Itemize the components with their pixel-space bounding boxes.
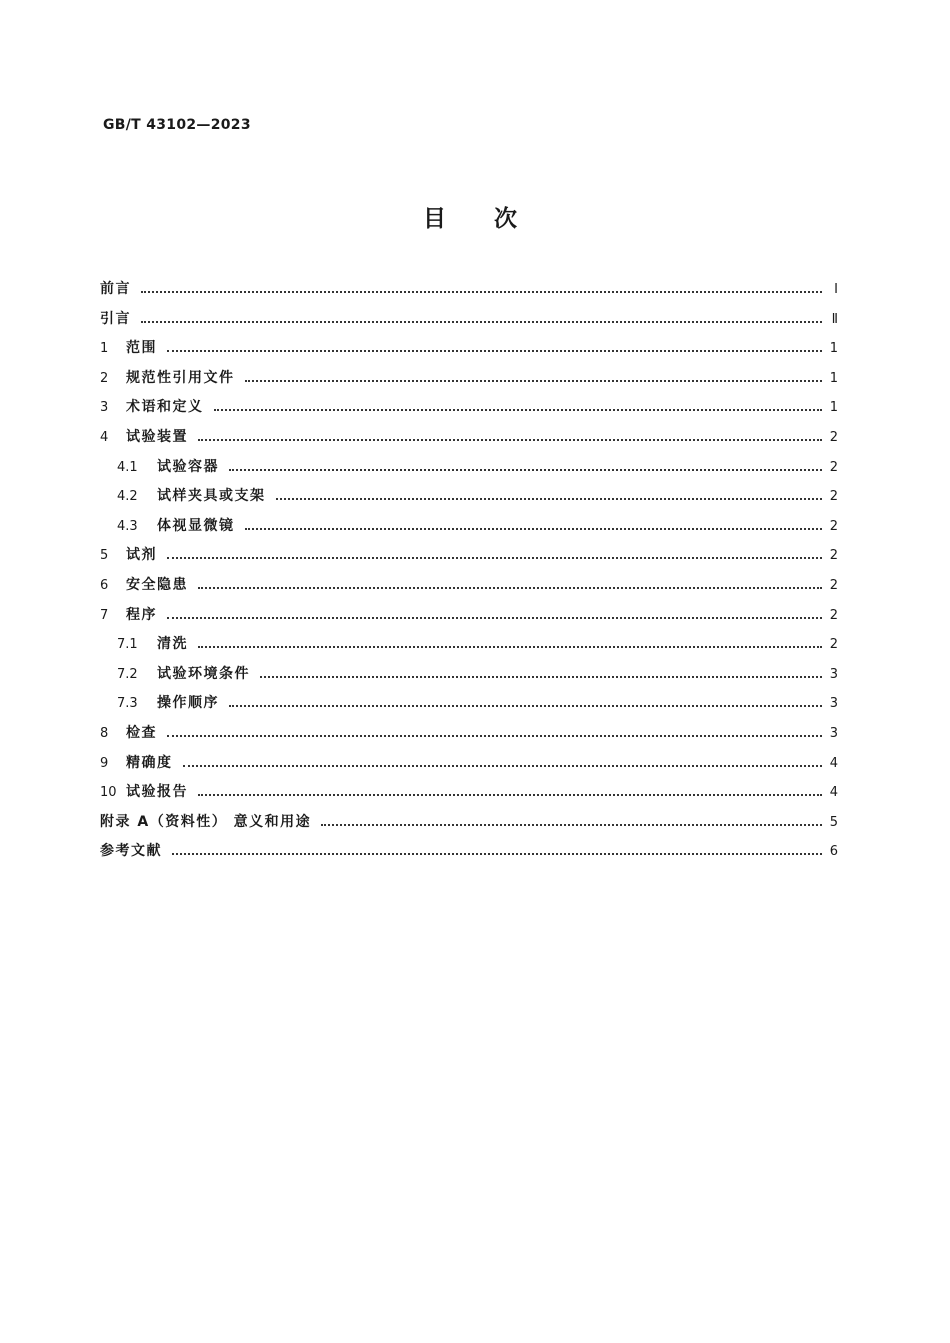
toc-entry-label: 规范性引用文件	[126, 369, 235, 386]
dot-leader	[260, 675, 822, 678]
toc-entry-label: 试样夹具或支架	[157, 488, 266, 505]
toc-entry[interactable]	[100, 337, 838, 367]
toc-entry-label: 精确度	[126, 754, 173, 771]
toc-entry[interactable]	[100, 840, 838, 870]
dot-leader	[167, 734, 822, 737]
toc-entry-page: 2	[829, 607, 838, 623]
toc-entry-page: 2	[829, 518, 838, 534]
toc-entry[interactable]	[100, 663, 838, 693]
toc-entry-number: 1	[100, 341, 109, 357]
toc-entry-label: 引言	[100, 310, 131, 327]
toc-entry[interactable]	[100, 396, 838, 426]
toc-entry-label: 术语和定义	[126, 399, 204, 416]
table-of-contents	[100, 278, 838, 870]
toc-entry-label: 附录 A（资料性） 意义和用途	[100, 813, 312, 830]
toc-entry[interactable]	[100, 426, 838, 456]
dot-leader	[245, 527, 822, 530]
dot-leader	[167, 556, 822, 559]
dot-leader	[276, 497, 822, 500]
toc-entry[interactable]	[100, 752, 838, 782]
toc-entry-number: 9	[100, 755, 109, 771]
toc-entry-label: 前言	[100, 281, 131, 297]
toc-entry-label: 清洗	[157, 636, 188, 653]
toc-entry-page: 2	[829, 429, 838, 445]
toc-entry-number: 10	[100, 785, 117, 801]
dot-leader	[183, 764, 822, 767]
toc-entry-number: 4	[100, 429, 109, 445]
toc-entry[interactable]	[100, 308, 838, 338]
toc-entry[interactable]	[100, 633, 838, 663]
toc-entry-number: 8	[100, 725, 109, 741]
dot-leader	[141, 320, 822, 323]
toc-entry-page: 2	[829, 489, 838, 505]
toc-entry[interactable]	[100, 574, 838, 604]
toc-entry-page: 1	[829, 341, 838, 357]
dot-leader	[167, 616, 822, 619]
dot-leader	[198, 645, 822, 648]
toc-entry-page: Ⅱ	[831, 311, 838, 327]
toc-entry-page: 2	[829, 459, 838, 475]
toc-entry-page: Ⅰ	[834, 282, 838, 297]
toc-entry-number: 4.1	[117, 459, 138, 475]
toc-entry[interactable]	[100, 811, 838, 841]
dot-leader	[141, 290, 822, 293]
dot-leader	[198, 586, 822, 589]
dot-leader	[172, 852, 822, 855]
dot-leader	[167, 349, 822, 352]
toc-entry-page: 2	[829, 577, 838, 593]
toc-entry-number: 2	[100, 370, 109, 386]
dot-leader	[229, 704, 822, 707]
toc-title: 目次	[423, 206, 565, 232]
toc-entry-page: 3	[829, 725, 838, 741]
toc-entry-page: 3	[829, 696, 838, 712]
toc-entry[interactable]	[100, 456, 838, 486]
toc-entry-label: 试验容器	[157, 458, 219, 475]
toc-entry[interactable]	[100, 485, 838, 515]
toc-entry-number: 6	[100, 577, 109, 593]
toc-entry-label: 试剂	[126, 547, 157, 564]
toc-entry-number: 7.1	[117, 637, 138, 653]
toc-entry-page: 4	[829, 755, 838, 771]
toc-entry-page: 2	[829, 637, 838, 653]
toc-entry-page: 6	[829, 844, 838, 860]
dot-leader	[214, 408, 822, 411]
toc-entry-label: 试验报告	[126, 784, 188, 801]
toc-entry[interactable]	[100, 722, 838, 752]
standard-code: GB/T 43102—2023	[103, 117, 251, 133]
toc-entry-page: 4	[829, 785, 838, 801]
toc-entry-number: 7.2	[117, 666, 138, 682]
dot-leader	[321, 823, 822, 826]
toc-entry-label: 参考文献	[100, 843, 162, 860]
dot-leader	[245, 379, 822, 382]
toc-entry[interactable]	[100, 278, 838, 308]
toc-entry-page: 3	[829, 666, 838, 682]
toc-entry-label: 检查	[126, 724, 157, 741]
toc-entry-label: 试验环境条件	[157, 665, 250, 682]
toc-entry[interactable]	[100, 692, 838, 722]
toc-entry-number: 4.2	[117, 489, 138, 505]
toc-entry-number: 5	[100, 548, 109, 564]
toc-entry-page: 2	[829, 548, 838, 564]
toc-entry[interactable]	[100, 604, 838, 634]
toc-entry-label: 安全隐患	[126, 576, 188, 593]
toc-entry-number: 3	[100, 400, 109, 416]
toc-entry-label: 操作顺序	[157, 695, 219, 712]
dot-leader	[198, 793, 822, 796]
toc-entry-number: 7.3	[117, 696, 138, 712]
toc-entry-page: 1	[829, 400, 838, 416]
toc-entry[interactable]	[100, 544, 838, 574]
toc-entry[interactable]	[100, 367, 838, 397]
toc-entry-label: 试验装置	[126, 428, 188, 445]
toc-entry-label: 范围	[126, 340, 157, 357]
toc-entry-number: 4.3	[117, 518, 138, 534]
dot-leader	[229, 468, 822, 471]
toc-entry[interactable]	[100, 781, 838, 811]
toc-entry-label: 体视显微镜	[157, 517, 235, 534]
toc-entry-page: 5	[829, 814, 838, 830]
toc-entry-label: 程序	[126, 606, 157, 623]
dot-leader	[198, 438, 822, 441]
toc-entry[interactable]	[100, 515, 838, 545]
toc-entry-number: 7	[100, 607, 109, 623]
toc-entry-page: 1	[829, 370, 838, 386]
